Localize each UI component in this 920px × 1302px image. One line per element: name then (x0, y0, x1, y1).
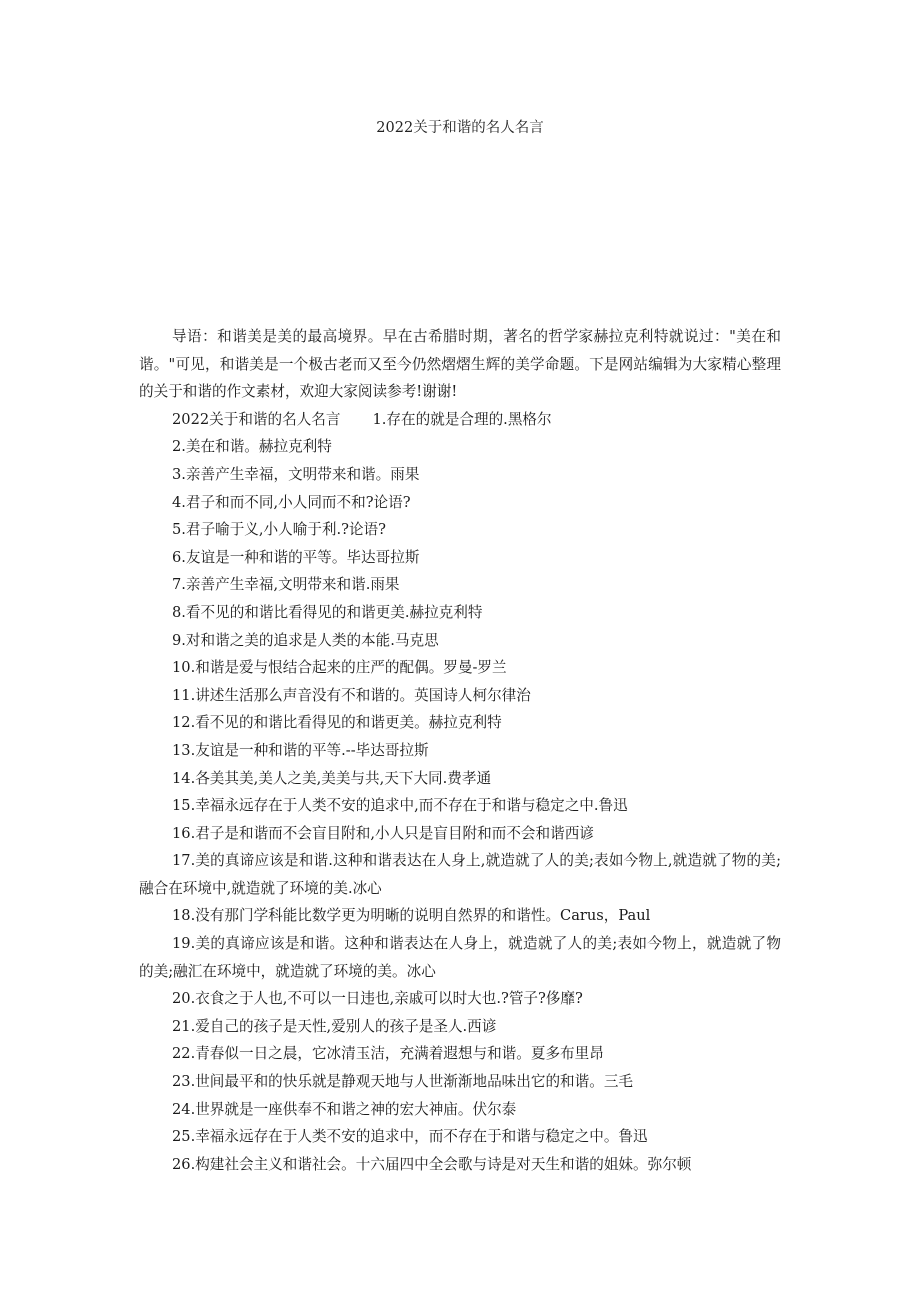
quote-item: 13.友谊是一种和谐的平等.--毕达哥拉斯 (172, 741, 429, 759)
quote-item: 2.美在和谐。赫拉克利特 (172, 438, 332, 456)
document-title: 2022关于和谐的名人名言 (376, 120, 544, 136)
quote-item: 20.衣食之于人也,不可以一日违也,亲戚可以时大也.?管子?侈靡? (172, 990, 583, 1008)
quote-item: 22.青春似一日之晨，它冰清玉洁，充满着遐想与和谐。夏多布里昂 (172, 1045, 604, 1063)
quote-item: 26.构建社会主义和谐社会。十六届四中全会歌与诗是对天生和谐的姐妹。弥尔顿 (172, 1155, 692, 1173)
quote-item: 15.幸福永远存在于人类不安的追求中,而不存在于和谐与稳定之中.鲁迅 (172, 797, 628, 815)
quote-item: 1.存在的就是合理的.黑格尔 (372, 410, 552, 428)
quote-item: 14.各美其美,美人之美,美美与共,天下大同.费孝通 (172, 769, 492, 787)
quote-item: 10.和谐是爱与恨结合起来的庄严的配偶。罗曼-罗兰 (172, 659, 507, 677)
quote-item: 12.看不见的和谐比看得见的和谐更美。赫拉克利特 (172, 714, 502, 732)
quote-item: 4.君子和而不同,小人同而不和?论语? (172, 493, 411, 511)
quote-item: 16.君子是和谐而不会盲目附和,小人只是盲目附和而不会和谐西谚 (172, 824, 594, 842)
quote-item: 11.讲述生活那么声音没有不和谐的。英国诗人柯尔律治 (172, 686, 531, 704)
quote-item: 24.世界就是一座供奉不和谐之神的宏大神庙。伏尔泰 (172, 1100, 517, 1118)
quote-item: 19.美的真谛应该是和谐。这种和谐表达在人身上，就造就了人的美;表如今物上，就造就了物的美;融汇在环境中，就造就了环境的美。冰心 (139, 935, 781, 980)
section-subtitle: 2022关于和谐的名人名言 (172, 410, 341, 428)
quote-item: 5.君子喻于义,小人喻于利.?论语? (172, 521, 386, 539)
quote-item: 8.看不见的和谐比看得见的和谐更美.赫拉克利特 (172, 603, 483, 621)
quote-item: 3.亲善产生幸福，文明带来和谐。雨果 (172, 465, 420, 483)
quote-item: 9.对和谐之美的追求是人类的本能.马克思 (172, 631, 439, 649)
quote-item: 7.亲善产生幸福,文明带来和谐.雨果 (172, 576, 400, 594)
quote-item: 23.世间最平和的快乐就是静观天地与人世渐渐地品味出它的和谐。三毛 (172, 1073, 634, 1091)
quote-item: 21.爱自己的孩子是天性,爱别人的孩子是圣人.西谚 (172, 1017, 497, 1035)
intro-paragraph: 导语：和谐美是美的最高境界。早在古希腊时期，著名的哲学家赫拉克利特就说过："美在和谐。"可见，和谐美是一个极古老而又至今仍然熠熠生辉的美学命题。下是网站编辑为大家精心整理的关于和谐的作文素材，欢迎大家阅读参考!谢谢! (139, 328, 781, 401)
quote-item: 25.幸福永远存在于人类不安的追求中，而不存在于和谐与稳定之中。鲁迅 (172, 1128, 648, 1146)
quote-item: 17.美的真谛应该是和谐.这种和谐表达在人身上,就造就了人的美;表如今物上,就造就了物的美;融合在环境中,就造就了环境的美.冰心 (139, 852, 781, 897)
quote-heading-line (139, 406, 781, 434)
quote-item: 6.友谊是一种和谐的平等。毕达哥拉斯 (172, 548, 420, 566)
quote-item: 18.没有那门学科能比数学更为明晰的说明自然界的和谐性。Carus，Paul (172, 907, 651, 925)
document-body (139, 323, 781, 1178)
